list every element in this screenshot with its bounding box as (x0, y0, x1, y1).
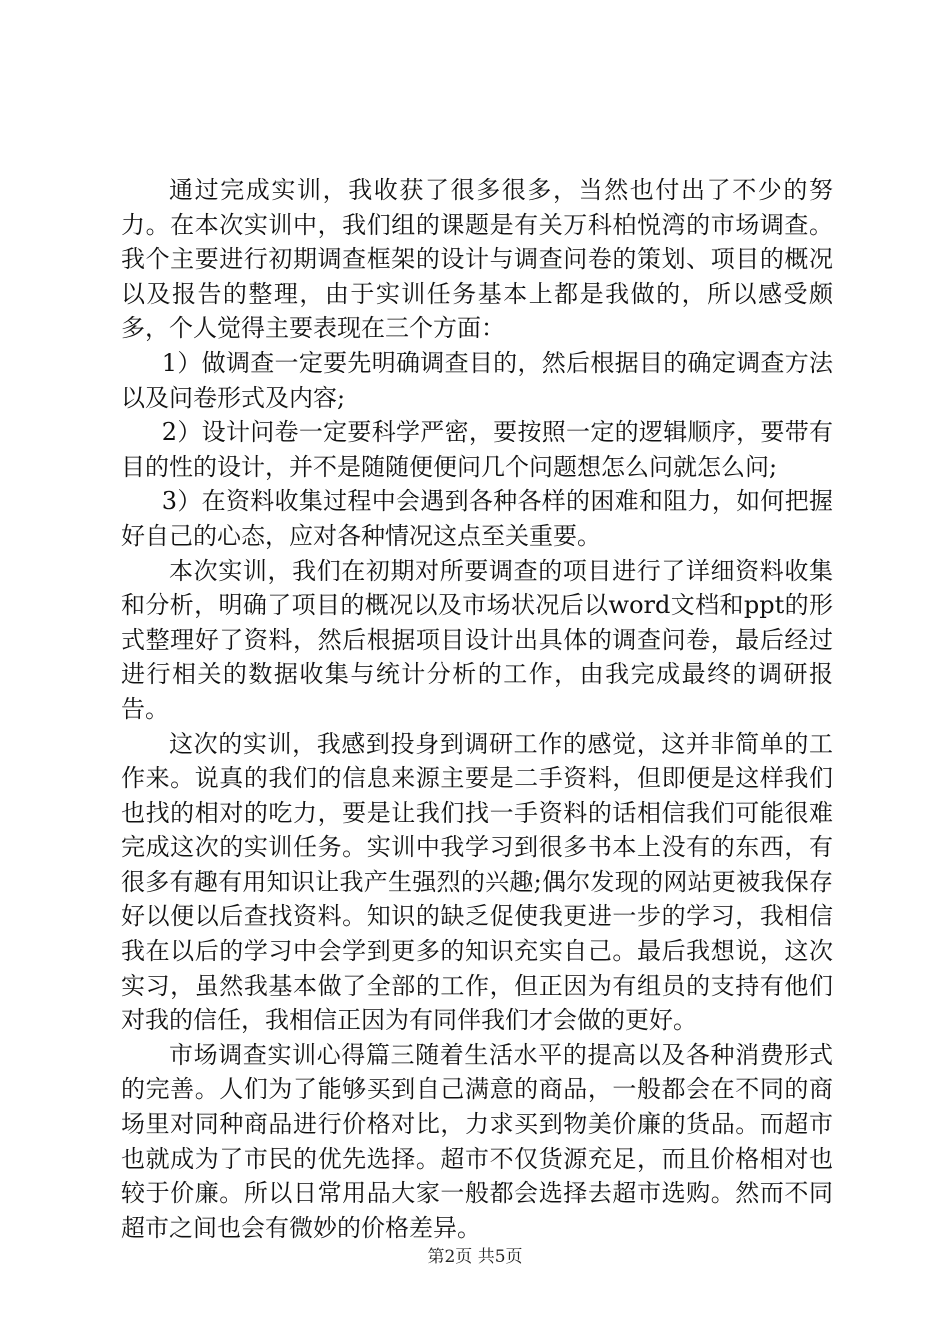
paragraph-intro: 通过完成实训，我收获了很多很多，当然也付出了不少的努力。在本次实训中，我们组的课题是有关万科柏悦湾的市场调查。我个主要进行初期调查框架的设计与调查问卷的策划、项目的概况以及报告的整理，由于实训任务基本上都是我做的，所以感受颇多，个人觉得主要表现在三个方面： (121, 176, 833, 343)
document-body (121, 173, 833, 1245)
paragraph-point-1: 1）做调查一定要先明确调查目的，然后根据目的确定调查方法以及问卷形式及内容; (121, 348, 833, 412)
page-number-footer: 第2页 共5页 (427, 1247, 523, 1267)
paragraph-process: 本次实训，我们在初期对所要调查的项目进行了详细资料收集和分析，明确了项目的概况以及市场状况后以word文档和ppt的形式整理好了资料，然后根据项目设计出具体的调查问卷，最后经过进行相关的数据收集与统计分析的工作，由我完成最终的调研报告。 (121, 556, 833, 723)
paragraph-reflection: 这次的实训，我感到投身到调研工作的感觉，这并非简单的工作来。说真的我们的信息来源主要是二手资料，但即便是这样我们也找的相对的吃力，要是让我们找一手资料的话相信我们可能很难完成这次的实训任务。实训中我学习到很多书本上没有的东西，有很多有趣有用知识让我产生强烈的兴趣;偶尔发现的网站更被我保存好以便以后查找资料。知识的缺乏促使我更进一步的学习，我相信我在以后的学习中会学到更多的知识充实自己。最后我想说，这次实习，虽然我基本做了全部的工作，但正因为有组员的支持有他们对我的信任，我相信正因为有同伴我们才会做的更好。 (121, 729, 833, 1035)
paragraph-point-3: 3）在资料收集过程中会遇到各种各样的困难和阻力，如何把握好自己的心态，应对各种情况这点至关重要。 (121, 487, 833, 550)
paragraph-part-three: 市场调查实训心得篇三随着生活水平的提高以及各种消费形式的完善。人们为了能够买到自己满意的商品，一般都会在不同的商场里对同种商品进行价格对比，力求买到物美价廉的货品。而超市也就成为了市民的优先选择。超市不仅货源充足，而且价格相对也较于价廉。所以日常用品大家一般都会选择去超市选购。然而不同超市之间也会有微妙的价格差异。 (121, 1040, 833, 1242)
paragraph-point-2: 2）设计问卷一定要科学严密，要按照一定的逻辑顺序，要带有目的性的设计，并不是随随便便问几个问题想怎么问就怎么问; (121, 418, 833, 481)
